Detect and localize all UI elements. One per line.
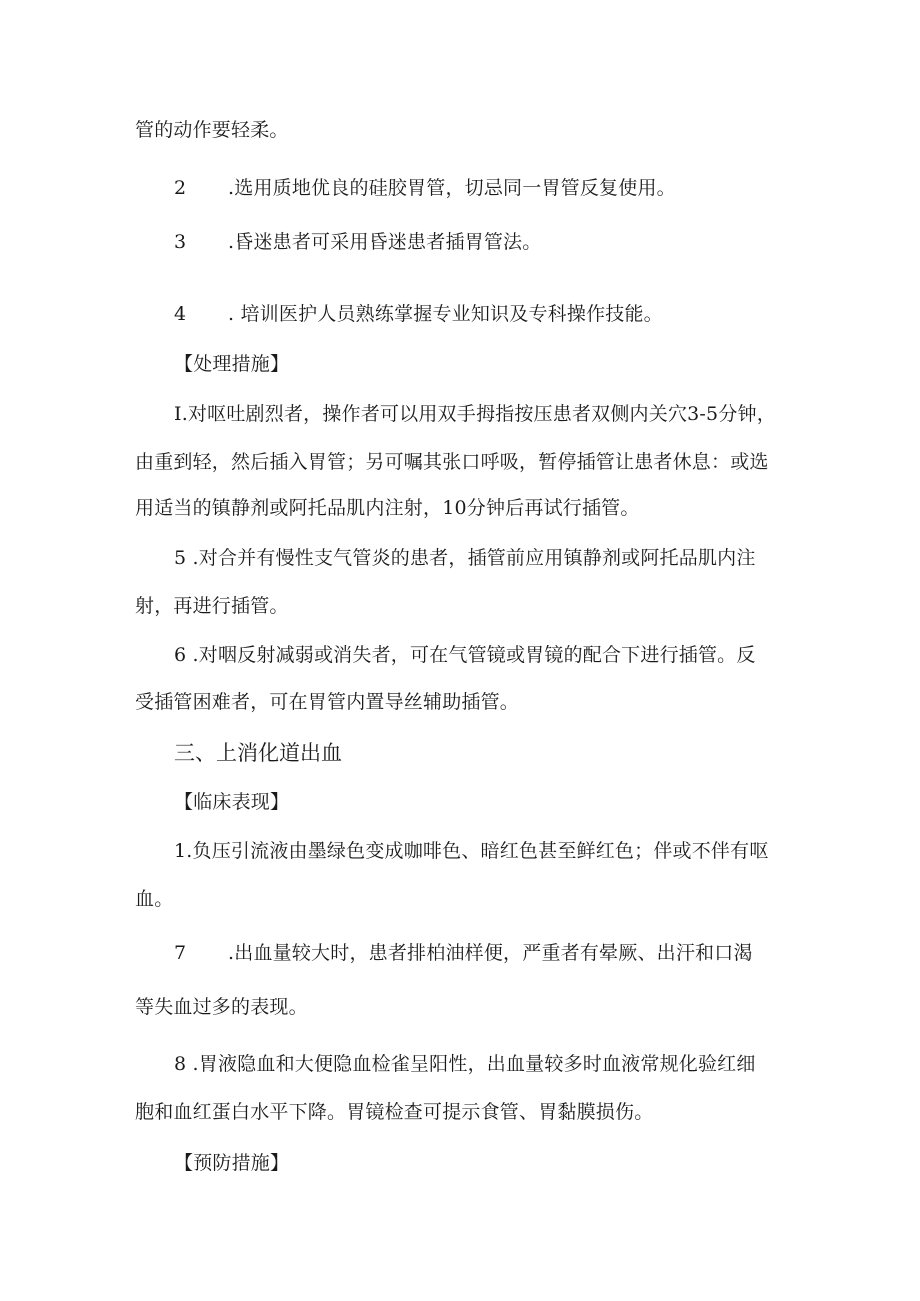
list-number: 7 [174, 942, 187, 964]
paragraph-line: 管的动作要轻柔。 [135, 119, 289, 141]
paragraph-line: 受插管困难者，可在胃管内置导丝辅助插管。 [135, 691, 520, 713]
paragraph-line: 胞和血红蛋白水平下降。胃镜检查可提示食管、胃黏膜损伤。 [135, 1101, 654, 1123]
list-number: 2 [174, 177, 187, 199]
paragraph-line: 1.负压引流液由墨绿色变成咖啡色、暗红色甚至鲜红色；伴或不伴有呕 [174, 840, 769, 862]
list-item-text: .选用质地优良的硅胶胃管，切忌同一胃管反复使用。 [228, 177, 676, 199]
paragraph-line: 血。 [135, 888, 174, 910]
list-item-text: .昏迷患者可采用昏迷患者插胃管法。 [228, 231, 542, 253]
paragraph-line: 6 .对咽反射减弱或消失者，可在气管镜或胃镜的配合下进行插管。反 [174, 644, 756, 666]
list-number: 3 [174, 231, 187, 253]
section-subheading: 【处理措施】 [174, 353, 290, 375]
paragraph-line: 射，再进行插管。 [135, 595, 289, 617]
paragraph-line: I.对呕吐剧烈者，操作者可以用双手拇指按压患者双侧内关穴3-5分钟， [174, 403, 776, 425]
paragraph-line: 8 .胃液隐血和大便隐血检雀呈阳性，出血量较多时血液常规化验红细 [174, 1053, 756, 1075]
paragraph-line: 由重到轻，然后插入胃管；另可嘱其张口呼吸，暂停插管让患者休息：或选 [135, 451, 769, 473]
list-item-text: . 培训医护人员熟练掌握专业知识及专科操作技能。 [228, 303, 663, 325]
paragraph-line: 等失血过多的表现。 [135, 996, 308, 1018]
section-heading: 三、上消化道出血 [174, 741, 342, 765]
section-subheading: 【临床表现】 [174, 791, 290, 813]
list-number: 4 [174, 303, 187, 325]
section-subheading: 【预防措施】 [174, 1152, 290, 1174]
paragraph-line: 用适当的镇静剂或阿托品肌内注射，10分钟后再试行插管。 [135, 497, 640, 519]
paragraph-line: 5 .对合并有慢性支气管炎的患者，插管前应用镇静剂或阿托品肌内注 [174, 547, 756, 569]
list-item-text: .出血量较大时，患者排柏油样便，严重者有晕厥、出汗和口渴 [228, 942, 753, 964]
